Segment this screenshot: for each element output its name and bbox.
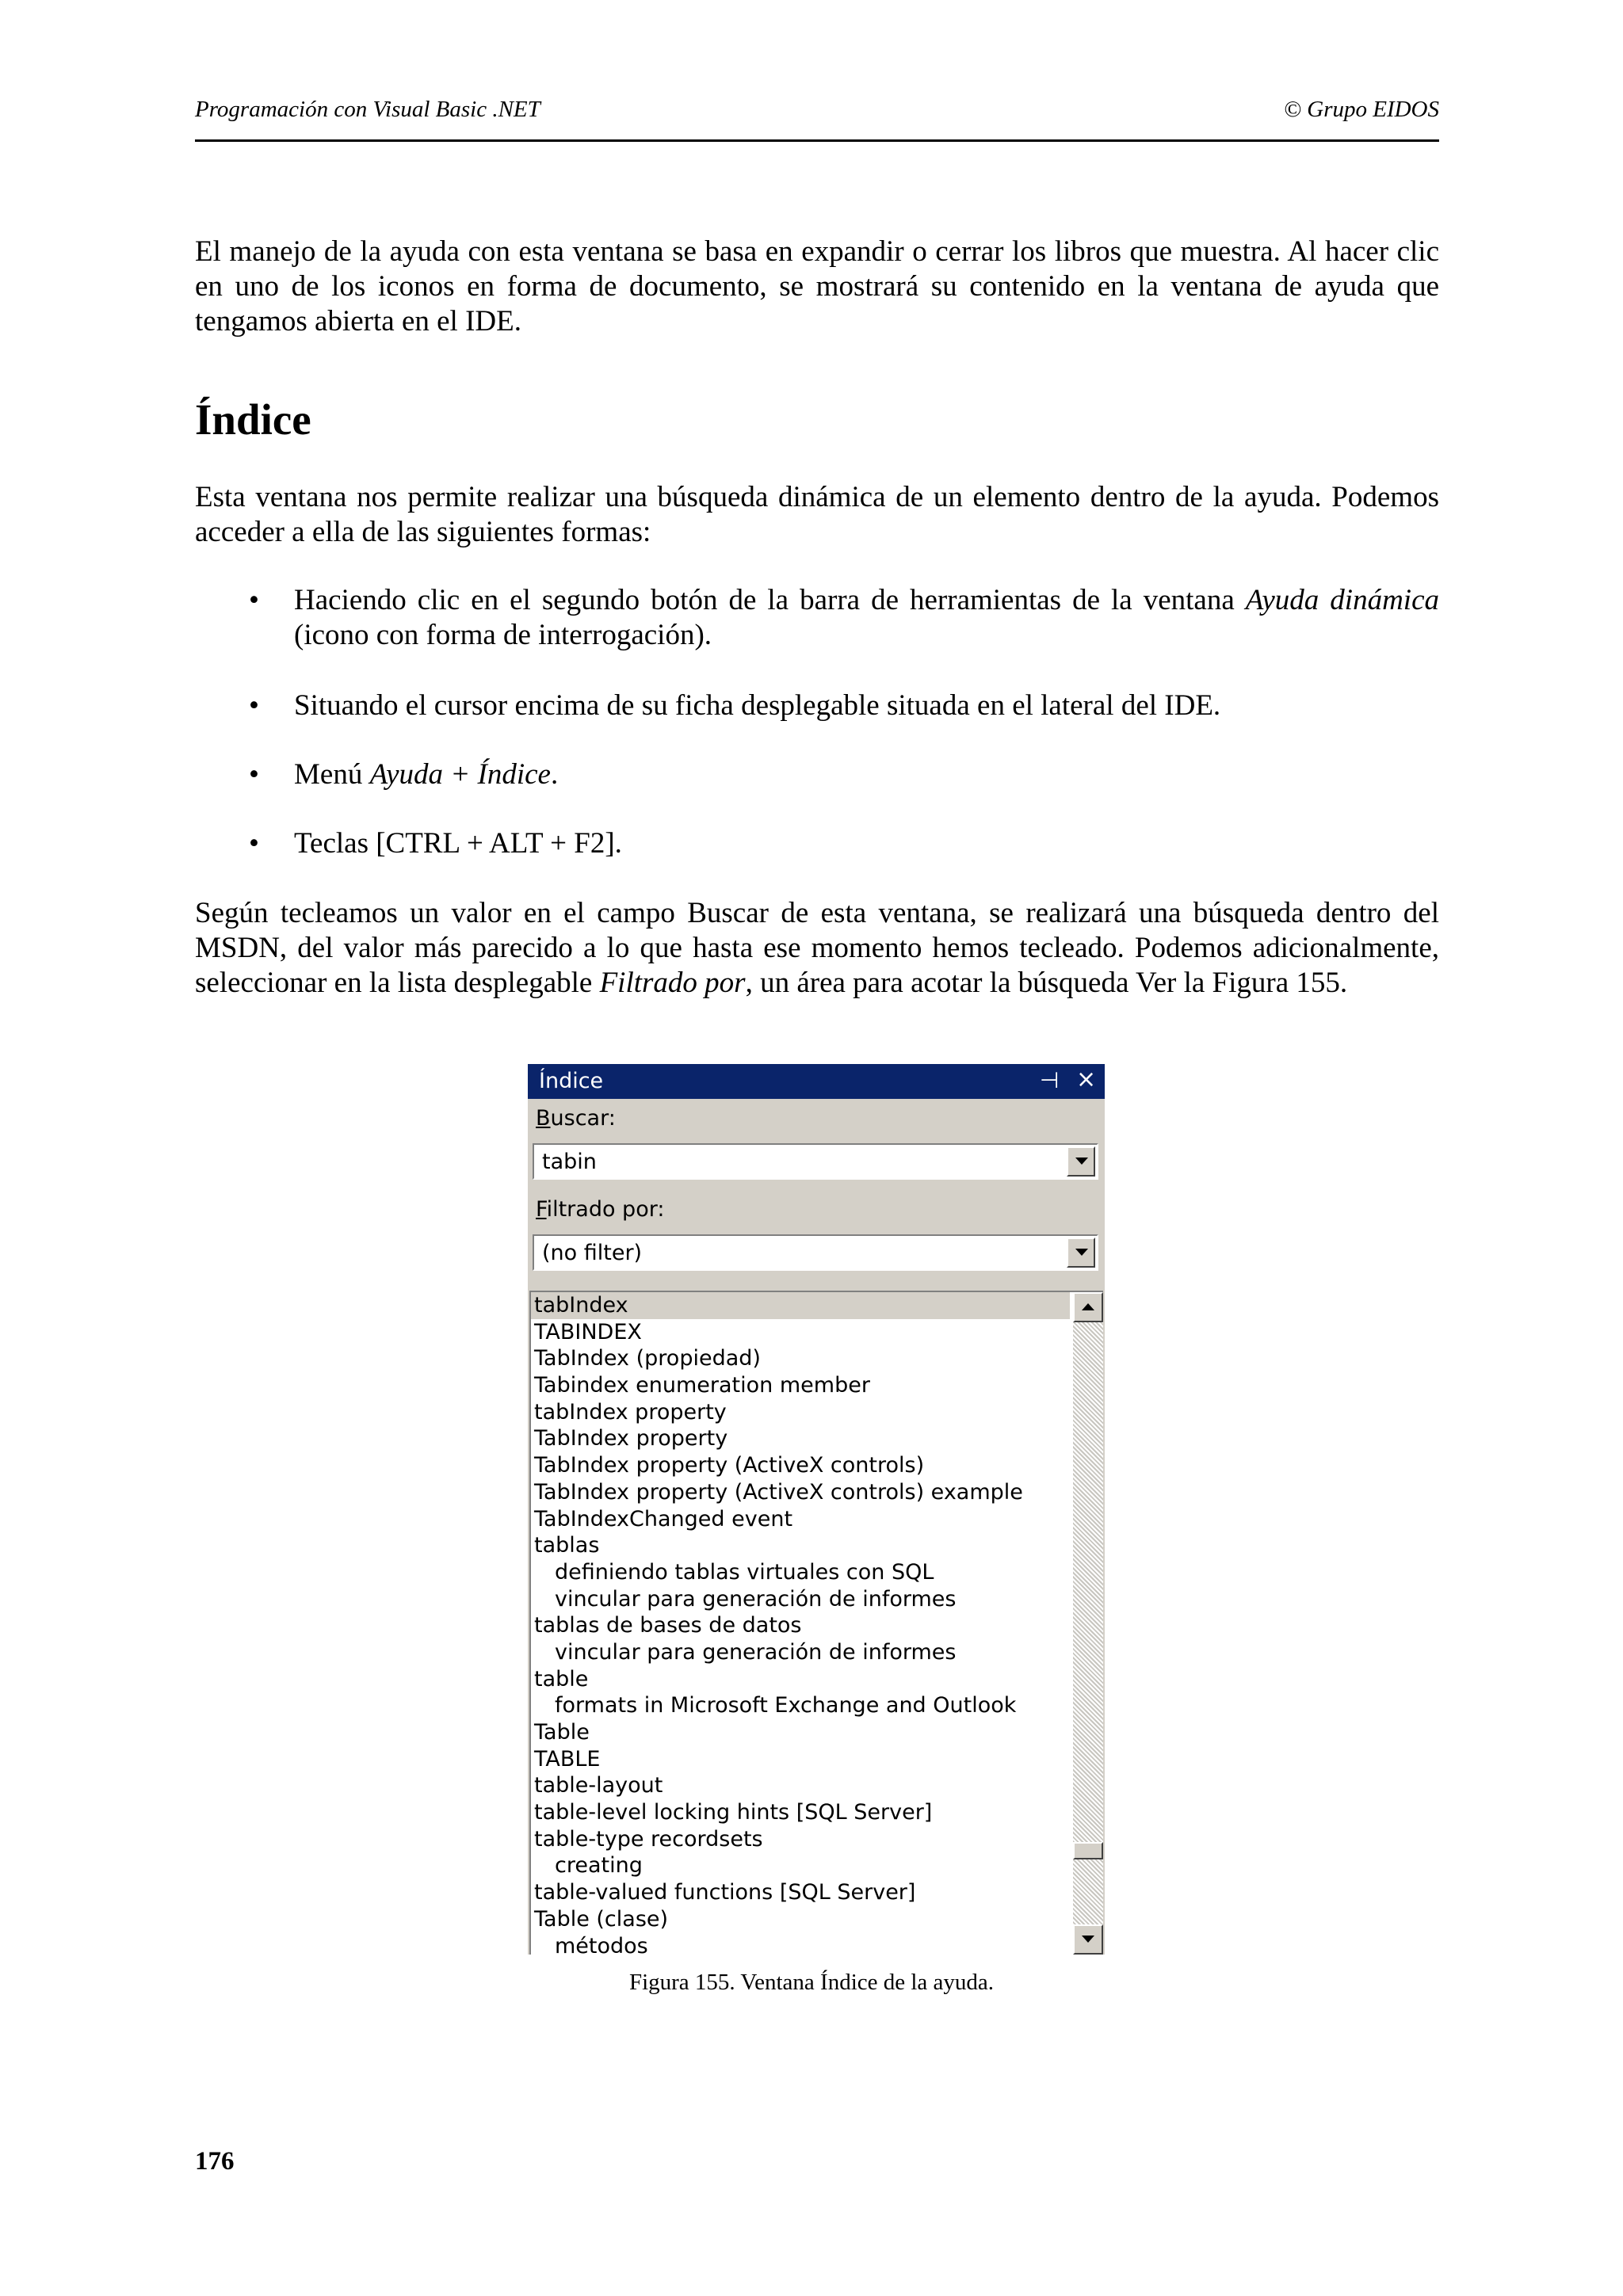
chevron-down-icon <box>1082 1936 1094 1943</box>
list-item[interactable]: TabIndex property (ActiveX controls) <box>534 1453 925 1478</box>
list-item[interactable]: TABINDEX <box>534 1319 642 1344</box>
figure-caption: Figura 155. Ventana Índice de la ayuda. <box>628 1970 995 1995</box>
title-bar[interactable] <box>528 1064 1105 1099</box>
scroll-thumb[interactable] <box>1073 1842 1103 1859</box>
filter-dropdown-button[interactable] <box>1067 1238 1095 1268</box>
list-item[interactable]: table <box>534 1666 589 1691</box>
bullet-icon: • <box>249 758 259 791</box>
close-icon[interactable]: × <box>1076 1066 1097 1093</box>
filter-combobox[interactable] <box>533 1234 1098 1271</box>
scroll-up-button[interactable] <box>1073 1292 1103 1322</box>
bullet-1-text: Haciendo clic en el segundo botón de la barra de herramientas de la ventana <box>294 584 1246 616</box>
list-item[interactable]: tablas <box>534 1533 600 1558</box>
list-item[interactable]: tablas de bases de datos <box>534 1613 802 1638</box>
list-item[interactable]: TabIndex (propiedad) <box>534 1346 761 1371</box>
list-item[interactable]: TABLE <box>534 1746 601 1772</box>
page-number: 176 <box>195 2147 235 2176</box>
closing-paragraph-tail: , un área para acotar la búsqueda Ver la Figura 155. <box>745 967 1348 999</box>
list-item[interactable]: TabIndex property <box>534 1426 728 1451</box>
list-item[interactable]: table-valued functions [SQL Server] <box>534 1880 916 1905</box>
vertical-scrollbar[interactable] <box>1073 1292 1103 1955</box>
list-item[interactable]: table-type recordsets <box>534 1826 763 1852</box>
search-input[interactable]: tabin <box>542 1150 597 1174</box>
section-title: Índice <box>195 395 311 444</box>
chevron-down-icon <box>1075 1158 1088 1165</box>
bullet-4-text: Teclas [CTRL + ALT + F2]. <box>294 827 622 860</box>
index-window <box>528 1064 1105 1955</box>
bullet-1-emphasis: Ayuda dinámica <box>1245 584 1439 616</box>
bullet-3-text: Menú <box>294 758 370 791</box>
scroll-down-button[interactable] <box>1073 1924 1103 1955</box>
chevron-up-icon <box>1082 1303 1094 1310</box>
search-combobox[interactable] <box>533 1143 1098 1180</box>
filter-select[interactable]: (no filter) <box>542 1241 643 1265</box>
list-item[interactable]: Table (clase) <box>534 1906 669 1932</box>
closing-paragraph-text: Según tecleamos un valor en el campo Buscar de esta ventana, se realizará una búsqueda dentro del MSDN, del valor más parecido a lo que hasta ese momento hemos tecleado. Podemos adicionalmente, seleccionar en la lista desplegable <box>195 897 1439 999</box>
list-item[interactable]: métodos <box>555 1933 648 1955</box>
bullet-icon: • <box>249 689 259 722</box>
index-entries <box>531 1292 1070 1955</box>
header-publisher: © Grupo EIDOS <box>1283 97 1439 122</box>
list-item[interactable]: TabIndexChanged event <box>534 1506 793 1531</box>
list-item[interactable]: vincular para generación de informes <box>555 1586 957 1611</box>
list-item[interactable]: Table <box>534 1720 590 1745</box>
running-header <box>195 93 1439 142</box>
list-item[interactable]: table-layout <box>534 1773 663 1798</box>
chevron-down-icon <box>1075 1249 1088 1256</box>
bullet-2-text: Situando el cursor encima de su ficha desplegable situada en el lateral del IDE. <box>294 689 1221 722</box>
search-label: Buscar: <box>536 1106 616 1131</box>
bullet-1-tail: (icono con forma de interrogación). <box>294 619 712 651</box>
list-item[interactable]: creating <box>555 1853 643 1878</box>
closing-paragraph-emphasis: Filtrado por <box>599 967 746 999</box>
list-item[interactable]: tabIndex property <box>534 1399 727 1425</box>
list-item[interactable]: TabIndex property (ActiveX controls) example <box>534 1479 1023 1505</box>
closing-paragraph <box>195 896 1439 1001</box>
list-item[interactable]: definiendo tablas virtuales con SQL <box>555 1559 934 1585</box>
bullet-icon: • <box>249 584 259 616</box>
list-item[interactable]: table-level locking hints [SQL Server] <box>534 1800 933 1825</box>
list-item[interactable]: Tabindex enumeration member <box>534 1373 870 1398</box>
pin-icon[interactable]: ⊣ <box>1040 1067 1060 1093</box>
filter-label: Filtrado por: <box>536 1197 665 1222</box>
list-item[interactable]: vincular para generación de informes <box>555 1639 957 1665</box>
intro-paragraph: El manejo de la ayuda con esta ventana se basa en expandir o cerrar los libros que muestra. Al hacer clic en uno de los iconos en forma de documento, se mostrará su contenido en la ventana de ayuda que tengamos abierta en el IDE. <box>195 235 1439 338</box>
section-paragraph: Esta ventana nos permite realizar una búsqueda dinámica de un elemento dentro de la ayuda. Podemos acceder a ella de las siguientes formas: <box>195 481 1439 548</box>
window-title: Índice <box>539 1069 604 1093</box>
bullet-icon: • <box>249 827 259 860</box>
search-dropdown-button[interactable] <box>1067 1146 1095 1177</box>
list-item[interactable]: formats in Microsoft Exchange and Outlook <box>555 1693 1017 1718</box>
header-book-title: Programación con Visual Basic .NET <box>195 97 540 122</box>
bullet-3-emphasis: Ayuda + Índice <box>369 758 551 791</box>
bullet-3-tail: . <box>550 758 559 791</box>
list-item-selected[interactable]: tabIndex <box>531 1292 1070 1319</box>
index-results-list[interactable] <box>529 1291 1103 1955</box>
